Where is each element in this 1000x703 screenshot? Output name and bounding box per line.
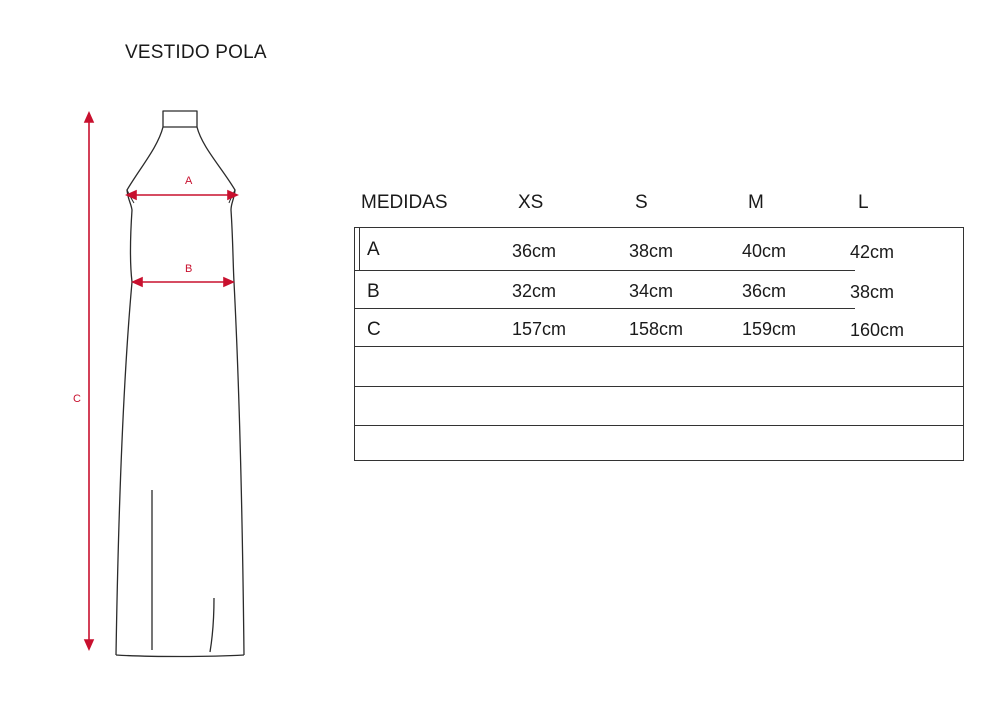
cell-b-l: 38cm [850,282,895,302]
arrowhead [228,191,237,199]
cell-b-m: 36cm [742,281,787,301]
cell-a-xs: 36cm [512,241,557,261]
dress-fold [210,598,214,652]
header-m: M [748,192,764,213]
cell-a-l: 42cm [850,242,895,262]
header-xs: XS [518,192,544,213]
row-line [355,270,855,271]
cell-c-xs: 157cm [512,319,567,339]
row-label-a: A [367,239,380,260]
arrowhead [85,640,93,649]
cell-c-s: 158cm [629,319,684,339]
cell-b-xs: 32cm [512,281,557,301]
column-divider [359,228,360,270]
measure-lines [85,113,237,649]
cell-b-s: 34cm [629,281,674,301]
header-s: S [635,192,648,213]
row-line [355,346,963,347]
measure-a-label: A [185,175,193,187]
cell-a-s: 38cm [629,241,674,261]
cell-c-l: 160cm [850,320,905,340]
row-line [355,425,963,426]
cell-a-m: 40cm [742,241,787,261]
dress-right-side [197,127,244,655]
dress-left-side [116,127,163,655]
arrowhead [85,113,93,122]
row-label-b: B [367,281,380,302]
header-l: L [858,192,869,213]
row-label-c: C [367,319,381,340]
arrowhead [133,278,142,286]
dress-hem [116,655,244,657]
size-table [354,227,964,461]
arrowhead [224,278,233,286]
header-medidas: MEDIDAS [361,192,448,213]
row-line [355,308,855,309]
row-line [355,386,963,387]
page-title: VESTIDO POLA [125,42,267,63]
cell-c-m: 159cm [742,319,797,339]
collar [163,111,197,127]
measure-c-label: C [73,393,81,405]
measure-b-label: B [185,263,193,275]
